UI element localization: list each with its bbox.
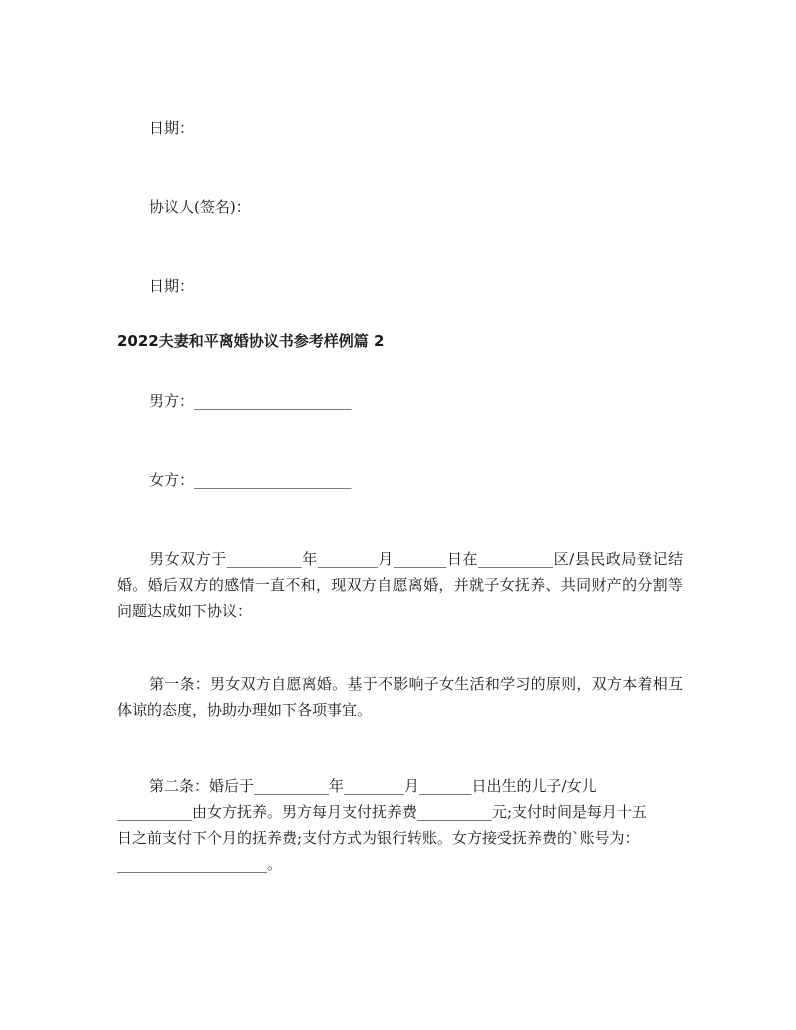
article-2-line: __________由女方抚养。男方每月支付抚养费__________元;支付时间是每月十五 xyxy=(117,803,648,821)
article-2-line: 日之前支付下个月的抚养费;支付方式为银行转账。女方接受抚养费的`账号为： xyxy=(117,829,640,847)
article-2-line: 第二条：婚后于__________年________月_______日出生的儿子/女儿 xyxy=(149,777,597,795)
date-label: 日期： xyxy=(149,119,195,137)
article-2-line: ____________________。 xyxy=(117,855,283,873)
female-party-field: 女方：_____________________ xyxy=(149,471,352,489)
intro-paragraph: 男女双方于__________年________月_______日在__________区/县民政局登记结婚。婚后双方的感情一直不和，现双方自愿离婚，并就子女抚养、共同财产的分割等问题达成如下协议： xyxy=(117,550,683,620)
male-party-field: 男方：_____________________ xyxy=(149,392,352,410)
section-heading: 2022夫妻和平离婚协议书参考样例篇 2 xyxy=(117,332,385,350)
signatory-label: 协议人(签名)： xyxy=(149,198,251,216)
date-label: 日期： xyxy=(149,277,195,295)
article-1-paragraph: 第一条：男女双方自愿离婚。基于不影响子女生活和学习的原则，双方本着相互体谅的态度，协助办理如下各项事宜。 xyxy=(117,675,683,719)
